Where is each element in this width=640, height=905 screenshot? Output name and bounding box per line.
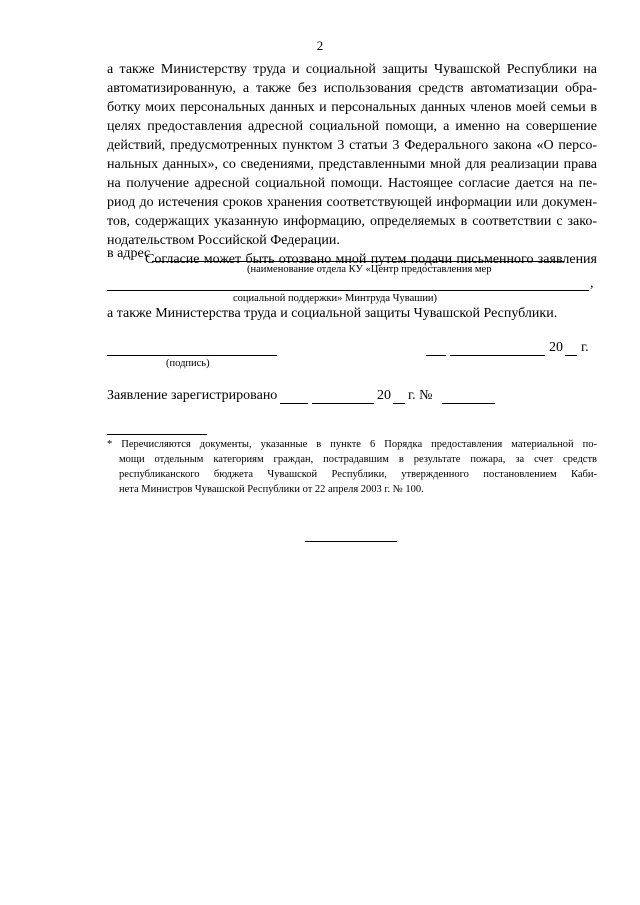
signature-line[interactable] [107, 355, 277, 356]
consent-line: на получение адресной социальной помощи. Настоящее согласие дается на пе- [107, 176, 597, 191]
consent-line: целях предоставления адресной социальной помощи, а именно на совершение [107, 119, 597, 134]
address-prefix: в адрес [107, 246, 151, 261]
registration-label: Заявление зарегистрировано [107, 388, 278, 403]
date-year-blank[interactable] [565, 355, 577, 356]
address-blank-line-1[interactable] [152, 261, 564, 262]
registration-month-blank[interactable] [312, 403, 374, 404]
date-year-suffix: г. [581, 340, 589, 355]
address-blank-line-2[interactable] [107, 290, 589, 291]
footnote-line: мощи отдельным категориям граждан, пострадавшим в результате пожара, за счет средств [119, 454, 597, 465]
also-ministry-line: а также Министерства труда и социальной защиты Чувашской Республики. [107, 306, 558, 321]
page-number: 2 [316, 38, 324, 53]
date-month-blank[interactable] [450, 355, 545, 356]
address-comma: , [590, 276, 594, 291]
address-caption-2: социальной поддержки» Минтруда Чувашии) [233, 293, 438, 304]
consent-paragraph [107, 60, 597, 269]
footnote-line: республиканского бюджета Чувашской Республики, утвержденного постановлением Каби- [119, 469, 597, 480]
footnote-line: * Перечисляются документы, указанные в пункте 6 Порядка предоставления материальной по- [107, 439, 597, 450]
registration-day-blank[interactable] [280, 403, 308, 404]
footnote-line: нета Министров Чувашской Республики от 22 апреля 2003 г. № 100. [119, 484, 424, 495]
end-separator [305, 541, 397, 542]
registration-number-label: г. № [408, 388, 433, 403]
signature-caption: (подпись) [166, 358, 210, 369]
footnote-separator [107, 434, 207, 435]
consent-line: риод до истечения сроков хранения соответствующей информации или докумен- [107, 195, 597, 210]
registration-year-prefix: 20 [377, 388, 391, 403]
consent-line: нальных данных», со сведениями, представленными мной для реализации права [107, 157, 597, 172]
consent-line: нодательством Российской Федерации. [107, 233, 340, 248]
consent-line: ботку моих персональных данных и персональных данных членов моей семьи в [107, 100, 597, 115]
revocation-line: Согласие может быть отозвано мной путем подачи письменного заявления [145, 252, 597, 267]
registration-year-blank[interactable] [393, 403, 405, 404]
consent-line: тов, содержащих указанную информацию, определяемых в соответствии с зако- [107, 214, 597, 229]
address-caption-1: (наименование отдела КУ «Центр предоставления мер [247, 264, 492, 275]
consent-line: действий, предусмотренных пунктом 3 статьи 3 Федерального закона «О персо- [107, 138, 597, 153]
registration-number-blank[interactable] [442, 403, 495, 404]
consent-line: автоматизированную, а также без использования средств автоматизации обра- [107, 81, 597, 96]
footnote [107, 437, 597, 497]
consent-line: а также Министерству труда и социальной защиты Чувашской Республики на [107, 62, 597, 77]
date-year-prefix: 20 [549, 340, 563, 355]
date-day-blank[interactable] [426, 355, 446, 356]
